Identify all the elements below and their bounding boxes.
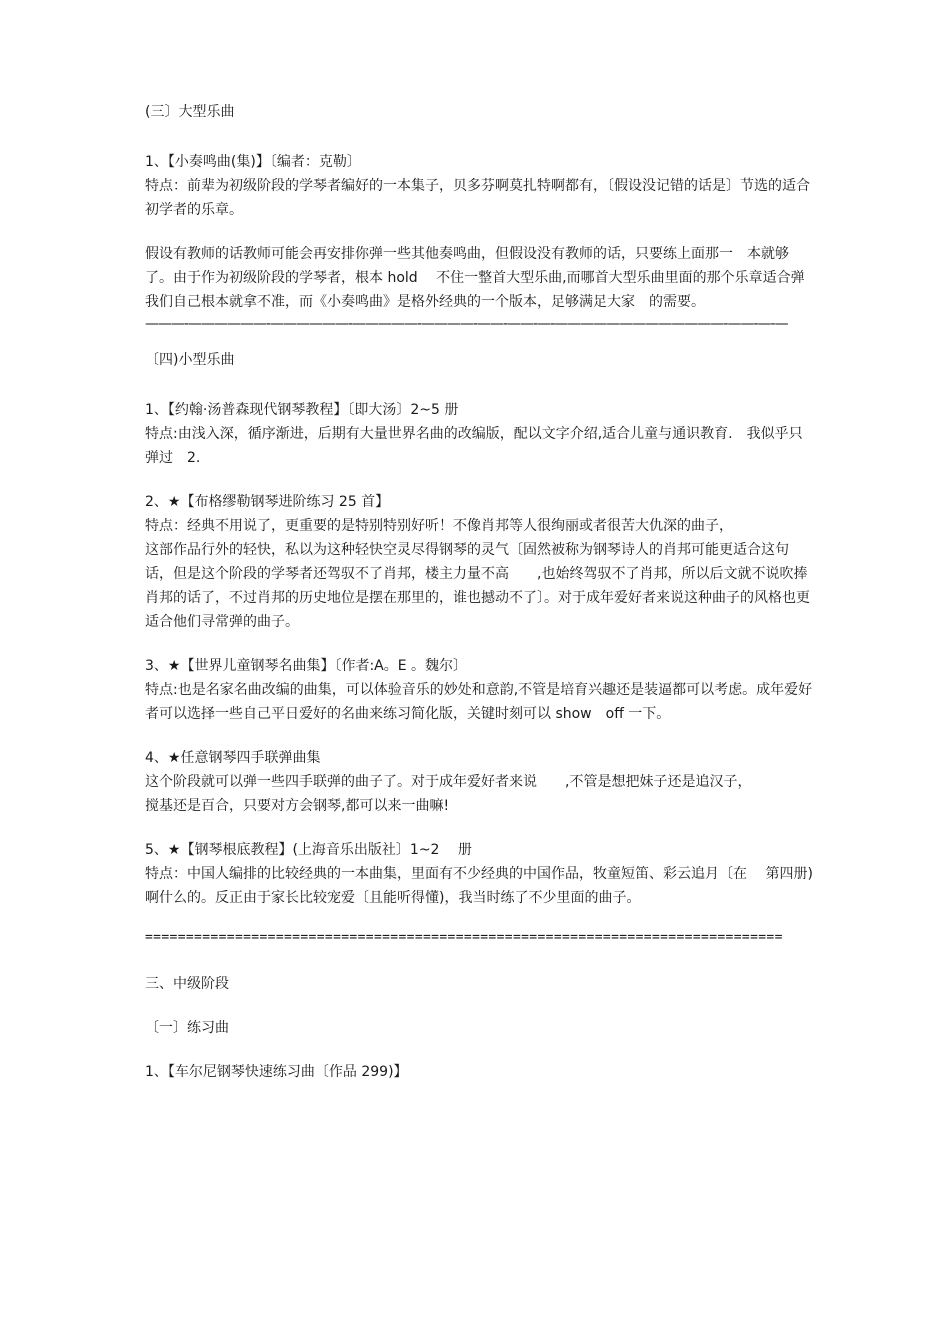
thompson-description: 特点:由浅入深，循序渐进，后期有大量世界名曲的改编版，配以文字介绍,适合儿童与通识教育. 我似乎只弹过 2.	[145, 426, 803, 466]
burgmuller-title: 2、★【布格缪勒钢琴进阶练习 25 首】	[145, 494, 390, 510]
sonatina-title: 1、【小奏鸣曲(集)】〔编者：克勒〕	[145, 154, 361, 170]
czerny-title: 1、【车尔尼钢琴快速练习曲〔作品 299)】	[145, 1064, 408, 1080]
basic-course-description: 特点：中国人编排的比较经典的一本曲集，里面有不少经典的中国作品，牧童短笛、彩云追月〔在 第四册)啊什么的。反正由于家长比较宠爱〔且能听得懂)，我当时练了不少里面的曲子。	[145, 866, 813, 906]
section-mid-heading: 三、中级阶段	[145, 976, 229, 992]
section-large-heading: (三〕大型乐曲	[145, 104, 235, 120]
four-hands-title: 4、★任意钢琴四手联弹曲集	[145, 750, 321, 766]
sonatina-note: 假设有教师的话教师可能会再安排你弹一些其他奏鸣曲，但假设没有教师的话，只要练上面那一 本就够了。由于作为初级阶段的学琴者，根本 hold 不住一整首大型乐曲,而哪首大型乐曲里面的那个乐章适合弹我们自己根本就拿不准，而《小奏鸣曲》是格外经典的一个版本，足够满足大家 的需要。	[145, 246, 805, 310]
four-hands-description: 这个阶段就可以弹一些四手联弹的曲子了。对于成年爱好者来说 ,不管是想把妹子还是追汉子， 搅基还是百合，只要对方会钢琴,都可以来一曲嘛!	[145, 774, 752, 814]
thompson-title: 1、【约翰·汤普森现代钢琴教程】〔即大汤〕2~5 册	[145, 402, 459, 418]
basic-course-title: 5、★【钢琴根底教程】(上海音乐出版社〕1~2 册	[145, 842, 472, 858]
children-pieces-description: 特点:也是名家名曲改编的曲集，可以体验音乐的妙处和意韵,不管是培育兴趣还是装逼都可以考虑。成年爱好者可以选择一些自己平日爱好的名曲来练习简化版，关键时刻可以 show off 一下。	[145, 682, 813, 722]
etudes-heading: 〔一〕练习曲	[145, 1020, 229, 1036]
children-pieces-title: 3、★【世界儿童钢琴名曲集】〔作者:A。E 。魏尔〕	[145, 658, 468, 674]
burgmuller-description: 特点：经典不用说了，更重要的是特别特别好听！不像肖邦等人很绚丽或者很苦大仇深的曲子， 这部作品行外的轻快，私以为这种轻快空灵尽得钢琴的灵气〔固然被称为钢琴诗人的肖邦可能更适合这句话，但是这个阶段的学琴者还驾驭不了肖邦，楼主力量不高 ,也始终驾驭不了肖邦，所以后文就不说吹捧肖邦的话了，不过肖邦的历史地位是摆在那里的，谁也撼动不了〕。对于成年爱好者来说这种曲子的风格也更适合他们寻常弹的曲子。	[145, 518, 810, 630]
sonatina-description: 特点：前辈为初级阶段的学琴者编好的一本集子，贝多芬啊莫扎特啊都有，〔假设没记错的话是〕节选的适合初学者的乐章。	[145, 178, 810, 218]
section-small-heading: 〔四)小型乐曲	[145, 352, 235, 368]
equals-divider: ==============================================================================	[145, 930, 783, 945]
document-page	[145, 100, 815, 1084]
dash-divider: ———-——————-——————-—————-————-——-——-—-—————————————-——-—-—	[145, 316, 788, 332]
